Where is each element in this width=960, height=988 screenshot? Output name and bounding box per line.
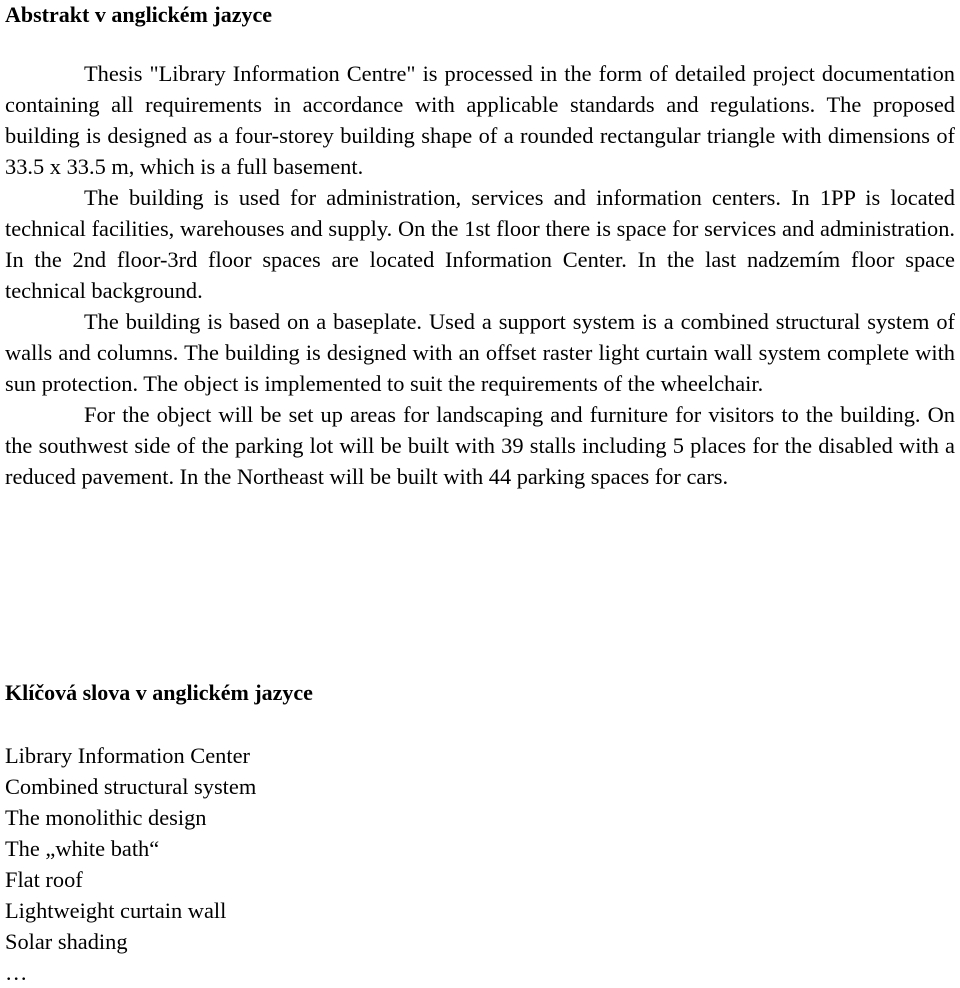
keyword-item: … — [5, 960, 28, 985]
keyword-item: The „white bath“ — [5, 836, 160, 861]
abstract-heading: Abstrakt v anglickém jazyce — [5, 2, 273, 27]
abstract-body — [5, 58, 955, 492]
abstract-paragraph-1: Thesis "Library Information Centre" is processed in the form of detailed project documentation containing all requirements in accordance with applicable standards and regulations. The proposed building is designed as a four-storey building shape of a rounded rectangular triangle with dimensions of 33.5 x 33.5 m, which is a full basement. — [5, 61, 955, 179]
abstract-paragraph-4: For the object will be set up areas for landscaping and furniture for visitors to the building. On the southwest side of the parking lot will be built with 39 stalls including 5 places for the disabled with a reduced pavement. In the Northeast will be built with 44 parking spaces for cars. — [5, 402, 955, 489]
keywords-list — [5, 740, 256, 988]
keyword-item: Flat roof — [5, 867, 83, 892]
abstract-paragraph-3: The building is based on a baseplate. Used a support system is a combined structural system of walls and columns. The building is designed with an offset raster light curtain wall system complete with sun protection. The object is implemented to suit the requirements of the wheelchair. — [5, 309, 955, 396]
abstract-paragraph-2: The building is used for administration, services and information centers. In 1PP is located technical facilities, warehouses and supply. On the 1st floor there is space for services and administration. In the 2nd floor-3rd floor spaces are located Information Center. In the last nadzemím floor space technical background. — [5, 185, 955, 303]
keyword-item: Combined structural system — [5, 774, 257, 799]
keyword-item: Lightweight curtain wall — [5, 898, 227, 923]
keyword-item: Library Information Center — [5, 743, 250, 768]
keyword-item: Solar shading — [5, 929, 128, 954]
keywords-heading: Klíčová slova v anglickém jazyce — [5, 680, 313, 705]
keyword-item: The monolithic design — [5, 805, 207, 830]
